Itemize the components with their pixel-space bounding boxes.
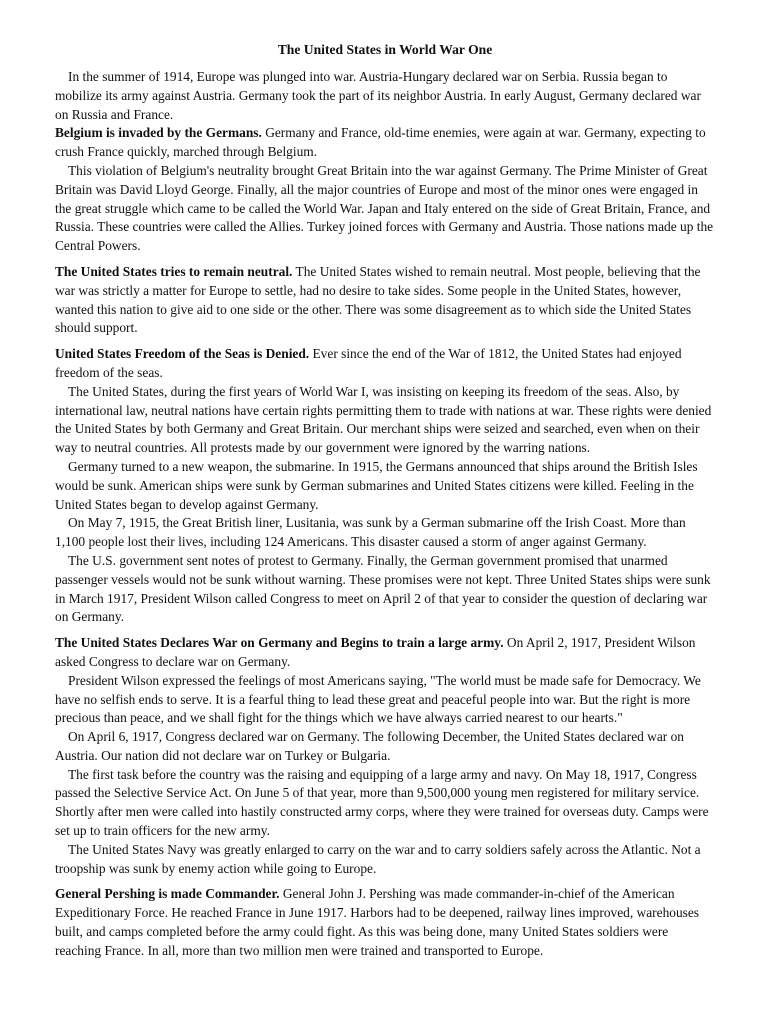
document-title: The United States in World War One (277, 42, 493, 57)
paragraph-text: On April 6, 1917, Congress declared war on Germany. The following December, the United States declared war on Austria. Our nation did not declare war on Turkey or Bulgaria. (55, 729, 684, 763)
document-section (55, 345, 715, 627)
paragraph-text: Germany and France, old-time enemies, were again at war. Germany, expecting to crush France quickly, marched through Belgium. (55, 125, 706, 160)
section-heading: General Pershing is made Commander. (55, 886, 280, 902)
paragraph (55, 672, 715, 728)
paragraph (55, 124, 715, 162)
paragraph (55, 263, 715, 338)
paragraph (55, 514, 715, 552)
paragraph-text: The United States Navy was greatly enlarged to carry on the war and to carry soldiers safely across the Atlantic. Not a troopship was sunk by enemy action while going to Europe. (55, 841, 701, 876)
paragraph-text: President Wilson expressed the feelings of most Americans saying, "The world must be made safe for Democracy. We have no selfish ends to serve. It is a fearful thing to lead these great and peaceful people into war. But the right is more precious than peace, and we shall fight for the things which we have always carried nearest to our hearts." (55, 672, 701, 726)
paragraph (55, 345, 715, 383)
paragraph (55, 728, 715, 766)
paragraph-text: In the summer of 1914, Europe was plunged into war. Austria-Hungary declared war on Serbia. Russia began to mobilize its army against Austria. Germany took the part of its neighbor Austria. In early August, Germany declared war on Russia and France. (55, 69, 701, 122)
paragraph (55, 885, 715, 960)
document-section (55, 634, 715, 878)
document-section (55, 263, 715, 338)
paragraph-text: The United States, during the first years of World War I, was insisting on keeping its freedom of the seas. Also, by international law, neutral nations have certain rights permitting them to trade with nations at war. These rights were denied the United States by both Germany and Great Britain. Our merchant ships were seized and searched, even when on their way to neutral countries. All protests made by our government were ignored by the warring nations. (55, 383, 712, 456)
paragraph-text: The United States wished to remain neutral. Most people, believing that the war was strictly a matter for Europe to settle, had no desire to take sides. Some people in the United States, however, wanted this nation to give aid to one side or the other. There was some disagreement as to which side the United States should support. (55, 263, 701, 336)
paragraph (55, 68, 715, 124)
paragraph (55, 552, 715, 627)
document-page (55, 40, 715, 968)
section-heading: Belgium is invaded by the Germans. (55, 125, 262, 141)
paragraph (55, 383, 715, 458)
paragraph (55, 162, 715, 256)
paragraph-text: On April 2, 1917, President Wilson asked Congress to declare war on Germany. (55, 635, 696, 669)
paragraph-text: Germany turned to a new weapon, the submarine. In 1915, the Germans announced that ships around the British Isles would be sunk. American ships were sunk by German submarines and United States citizens were killed. Feeling in the United States began to develop against Germany. (55, 458, 698, 512)
document-body (55, 68, 715, 961)
paragraph-text: General John J. Pershing was made commander-in-chief of the American Expeditionary Force. He reached France in June 1917. Harbors had to be deepened, railway lines improved, warehouses built, and camps completed before the army could fight. As this was being done, many United States soldiers were reaching France. In all, more than two million men were trained and transported to Europe. (55, 886, 700, 958)
paragraph (55, 634, 715, 672)
section-heading: The United States Declares War on Germany and Begins to train a large army. (55, 635, 504, 651)
document-section (55, 885, 715, 960)
paragraph-text: The U.S. government sent notes of protest to Germany. Finally, the German government promised that unarmed passenger vessels would not be sunk without warning. These promises were not kept. Three United States ships were sunk in March 1917, President Wilson called Congress to meet on April 2 of that year to consider the question of declaring war on Germany. (55, 552, 711, 625)
paragraph-text: Ever since the end of the War of 1812, the United States had enjoyed freedom of the seas. (55, 346, 682, 380)
section-heading: United States Freedom of the Seas is Denied. (55, 346, 310, 362)
paragraph (55, 841, 715, 879)
paragraph-text: The first task before the country was the raising and equipping of a large army and navy. On May 18, 1917, Congress passed the Selective Service Act. On June 5 of that year, more than 9,500,000 young men registered for military service. Shortly after men were called into hastily constructed army corps, where they were trained for overseas duty. Camps were set up to train officers for the new army. (55, 766, 709, 839)
section-heading: The United States tries to remain neutral. (55, 263, 293, 279)
paragraph (55, 766, 715, 841)
paragraph-text: This violation of Belgium's neutrality brought Great Britain into the war against Germany. The Prime Minister of Great Britain was David Lloyd George. Finally, all the major countries of Europe and most of the minor ones were engaged in the great struggle which came to be called the World War. Japan and Italy entered on the side of Great Britain, France, and Russia. These countries were called the Allies. Turkey joined forces with Germany and Austria. Those nations made up the Central Powers. (55, 162, 714, 254)
paragraph (55, 458, 715, 514)
paragraph-text: On May 7, 1915, the Great British liner, Lusitania, was sunk by a German submarine off the Irish Coast. More than 1,100 people lost their lives, including 124 Americans. This disaster caused a storm of anger against Germany. (55, 515, 686, 550)
document-section (55, 68, 715, 256)
